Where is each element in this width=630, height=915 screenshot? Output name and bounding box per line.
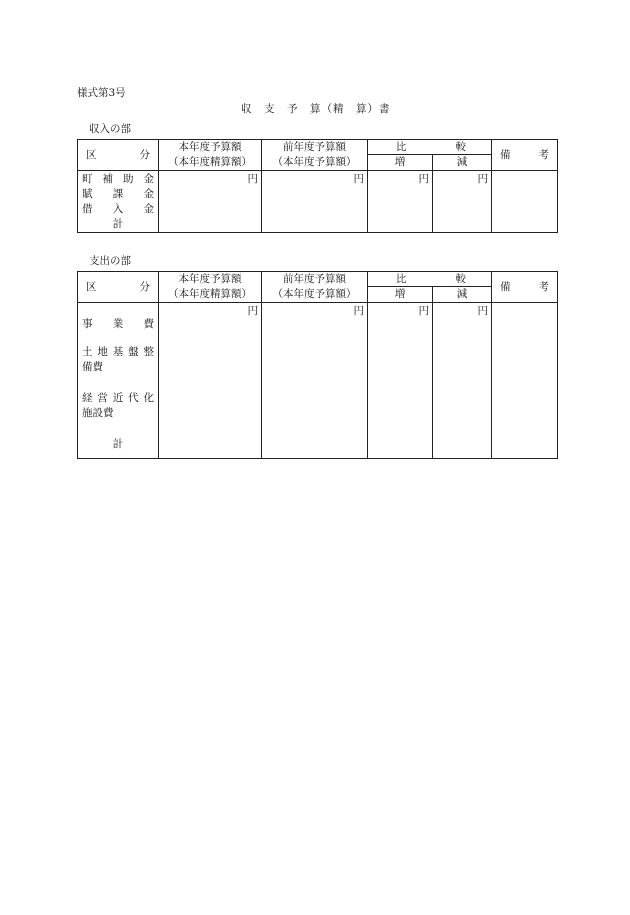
- comparison-header: 比 較: [368, 272, 492, 287]
- current-year-cell: 円: [159, 303, 262, 459]
- expense-table: [77, 271, 558, 459]
- income-table: [77, 139, 558, 233]
- previous-year-cell: 円: [262, 303, 368, 459]
- expense-item-modernization: 経 営 近 代 化: [82, 392, 154, 404]
- increase-cell: 円: [368, 303, 433, 459]
- comparison-header: 比 較: [368, 140, 492, 155]
- remarks-cell: [492, 303, 558, 459]
- decrease-cell: 円: [433, 303, 492, 459]
- income-item-town-subsidy: 町 補 助 金: [82, 173, 154, 185]
- expense-item-project-cost: 事 業 費: [82, 318, 154, 330]
- form-number: 様式第3号: [77, 87, 126, 99]
- previous-year-header: 前年度予算額 （本年度予算額）: [262, 272, 368, 303]
- income-item-levy: 賦 課 金: [82, 188, 154, 200]
- remarks-header: 備 考: [492, 140, 558, 171]
- previous-year-cell: 円: [262, 171, 368, 233]
- income-section-label: 収入の部: [89, 123, 131, 135]
- expense-item-modernization-cont: 施設費: [82, 407, 114, 419]
- remarks-cell: [492, 171, 558, 233]
- current-year-cell: 円: [159, 171, 262, 233]
- current-year-header: 本年度予算額 （本年度精算額）: [159, 140, 262, 171]
- increase-cell: 円: [368, 171, 433, 233]
- document-title: 収 支 予 算（精 算）書: [241, 103, 391, 115]
- category-header: 区 分: [78, 140, 159, 171]
- expense-total-label: 計: [112, 438, 124, 450]
- income-item-borrowing: 借 入 金: [82, 203, 154, 215]
- expense-section-label: 支出の部: [89, 255, 131, 267]
- decrease-header: 減: [433, 155, 492, 171]
- decrease-header: 減: [433, 287, 492, 303]
- increase-header: 増: [368, 287, 433, 303]
- previous-year-header: 前年度予算額 （本年度予算額）: [262, 140, 368, 171]
- expense-item-land-improvement: 土 地 基 盤 整: [82, 346, 154, 358]
- expense-item-land-improvement-cont: 備費: [82, 361, 103, 373]
- decrease-cell: 円: [433, 171, 492, 233]
- income-total-label: 計: [112, 218, 124, 230]
- remarks-header: 備 考: [492, 272, 558, 303]
- income-items: [78, 171, 159, 233]
- increase-header: 増: [368, 155, 433, 171]
- expense-items: [78, 303, 159, 459]
- current-year-header: 本年度予算額 （本年度精算額）: [159, 272, 262, 303]
- category-header: 区 分: [78, 272, 159, 303]
